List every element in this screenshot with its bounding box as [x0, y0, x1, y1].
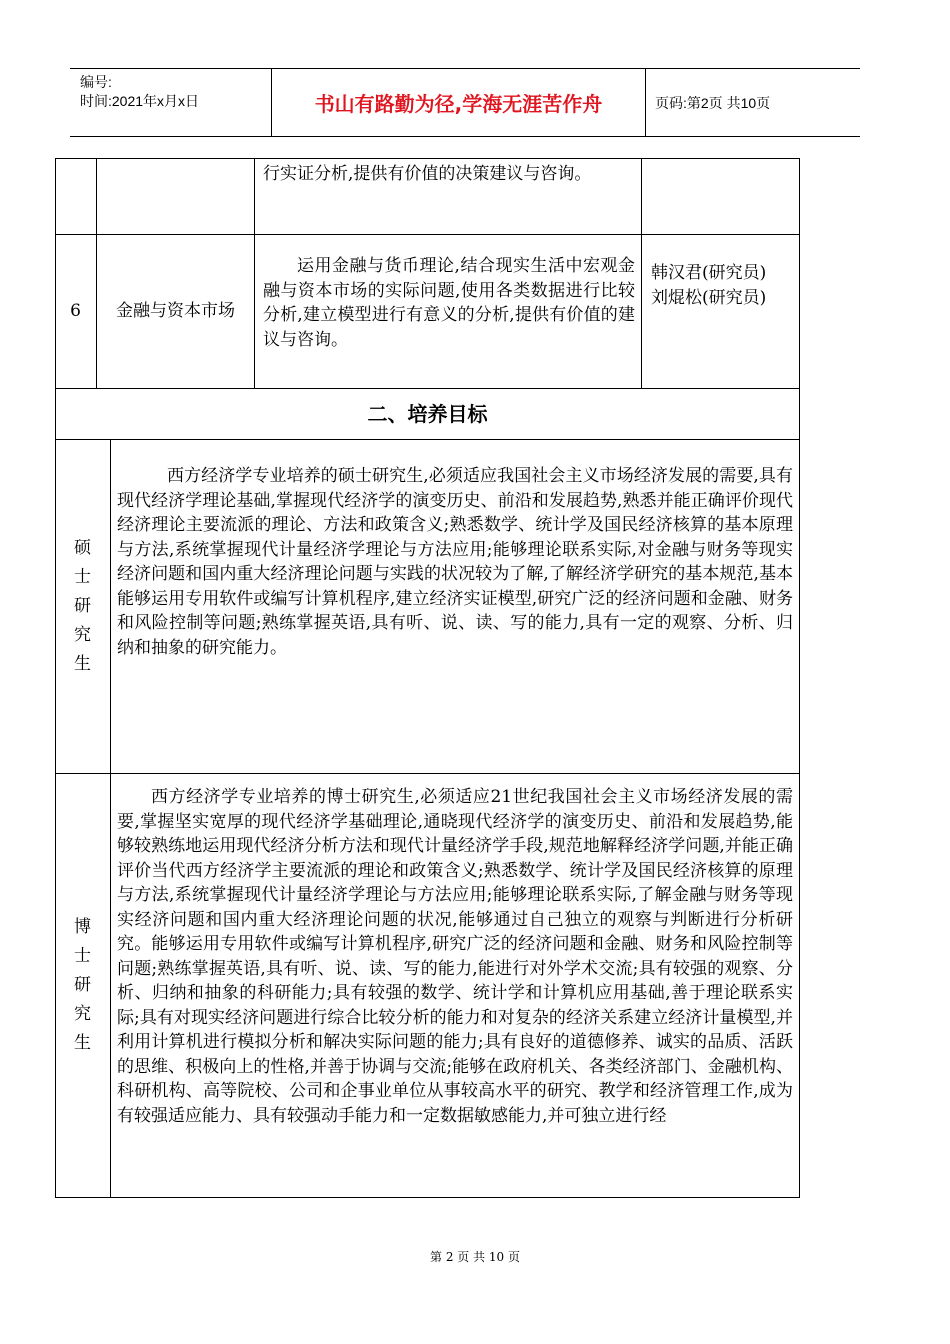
advisor-list — [651, 261, 793, 310]
page-header — [70, 68, 860, 137]
doc-number-label: 编号: — [80, 74, 112, 90]
table-border — [641, 158, 642, 388]
header-motto: 书山有路勤为径,学海无涯苦作舟 — [314, 92, 603, 116]
table-border — [55, 158, 800, 159]
master-objective-text: 西方经济学专业培养的硕士研究生,必须适应我国社会主义市场经济发展的需要,具有现代经济学理论基础,掌握现代经济学的演变历史、前沿和发展趋势,熟悉并能正确评价现代经济理论主要流派的理论、方法和政策含义;熟悉数学、统计学及国民经济核算的基本原理与方法,系统掌握现代计量经济学理论与方法应用;能够理论联系实际,对金融与财务等现实经济问题和国内重大经济理论问题与实践的状况较为了解,了解经济学研究的基本规范,基本能够运用专用软件或编写计算机程序,建立经济实证模型,研究广泛的经济问题和金融、财务和风险控制等问题;熟练掌握英语,具有听、说、读、写的能力,具有一定的观察、分析、归纳和抽象的研究能力。 — [117, 466, 793, 658]
continued-description: 行实证分析,提供有价值的决策建议与咨询。 — [263, 164, 592, 184]
research-direction-name — [97, 234, 254, 388]
doctor-label: 博士研究生 — [74, 917, 91, 1053]
research-direction-name-text: 金融与资本市场 — [116, 300, 235, 321]
section-title — [55, 389, 800, 439]
table-border — [55, 773, 800, 774]
table-border — [254, 158, 255, 388]
master-label-cell — [55, 440, 110, 773]
row-index-text: 6 — [70, 300, 81, 321]
header-divider — [645, 69, 646, 136]
table-border — [55, 439, 800, 440]
research-direction-description: 运用金融与货币理论,结合现实生活中宏观金融与资本市场的实际问题,使用各类数据进行比较分析,建立模型进行有意义的分析,提供有价值的建议与咨询。 — [263, 256, 635, 350]
content-table — [55, 158, 800, 1198]
page-footer: 第 2 页 共 10 页 — [430, 1250, 520, 1264]
row-index — [55, 234, 96, 388]
advisor-name: 韩汉君(研究员) — [651, 263, 767, 283]
advisor-name: 刘焜松(研究员) — [651, 287, 767, 308]
doctor-objective-text: 西方经济学专业培养的博士研究生,必须适应21世纪我国社会主义市场经济发展的需要,掌握坚实宽厚的现代经济学基础理论,通晓现代经济学的演变历史、前沿和发展趋势,能够较熟练地运用现代经济分析方法和现代计量经济学手段,规范地解释经济学问题,并能正确评价当代西方经济学主要流派的理论和政策含义;熟悉数学、统计学及国民经济核算的原理与方法,系统掌握现代计量经济学理论与方法应用;能够理论联系实际,了解金融与财务等现实经济问题和国内重大经济理论问题的状况,能够通过自己独立的观察与判断进行分析研究。能够运用专用软件或编写计算机程序,研究广泛的经济问题和金融、财务和风险控制等问题;熟练掌握英语,具有听、说、读、写的能力,能进行对外学术交流;具有较强的观察、分析、归纳和抽象的科研能力;具有较强的数学、统计学和计算机应用基础,善于理论联系实际;具有对现实经济问题进行综合比较分析的能力和对复杂的经济关系建立经济计量模型,并利用计算机进行模拟分析和解决实际问题的能力;具有良好的道德修养、诚实的品质、活跃的思维、积极向上的性格,并善于协调与交流;能够在政府机关、各类经济部门、金融机构、科研机构、高等院校、公司和企事业单位从事较高水平的研究、教学和经济管理工作,成为有较强适应能力、具有较强动手能力和一定数据敏感能力,并可独立进行经 — [117, 787, 793, 1126]
doctor-label-cell — [55, 774, 110, 1197]
table-border — [55, 1197, 800, 1198]
master-label: 硕士研究生 — [74, 538, 91, 674]
header-meta — [70, 69, 271, 136]
table-border — [799, 158, 800, 1198]
header-page-label: 页码:第2页 共10页 — [655, 94, 771, 111]
doc-time-label: 时间:2021年x月x日 — [80, 93, 200, 109]
table-border — [110, 439, 111, 1197]
section-title-text: 二、培养目标 — [367, 401, 488, 426]
